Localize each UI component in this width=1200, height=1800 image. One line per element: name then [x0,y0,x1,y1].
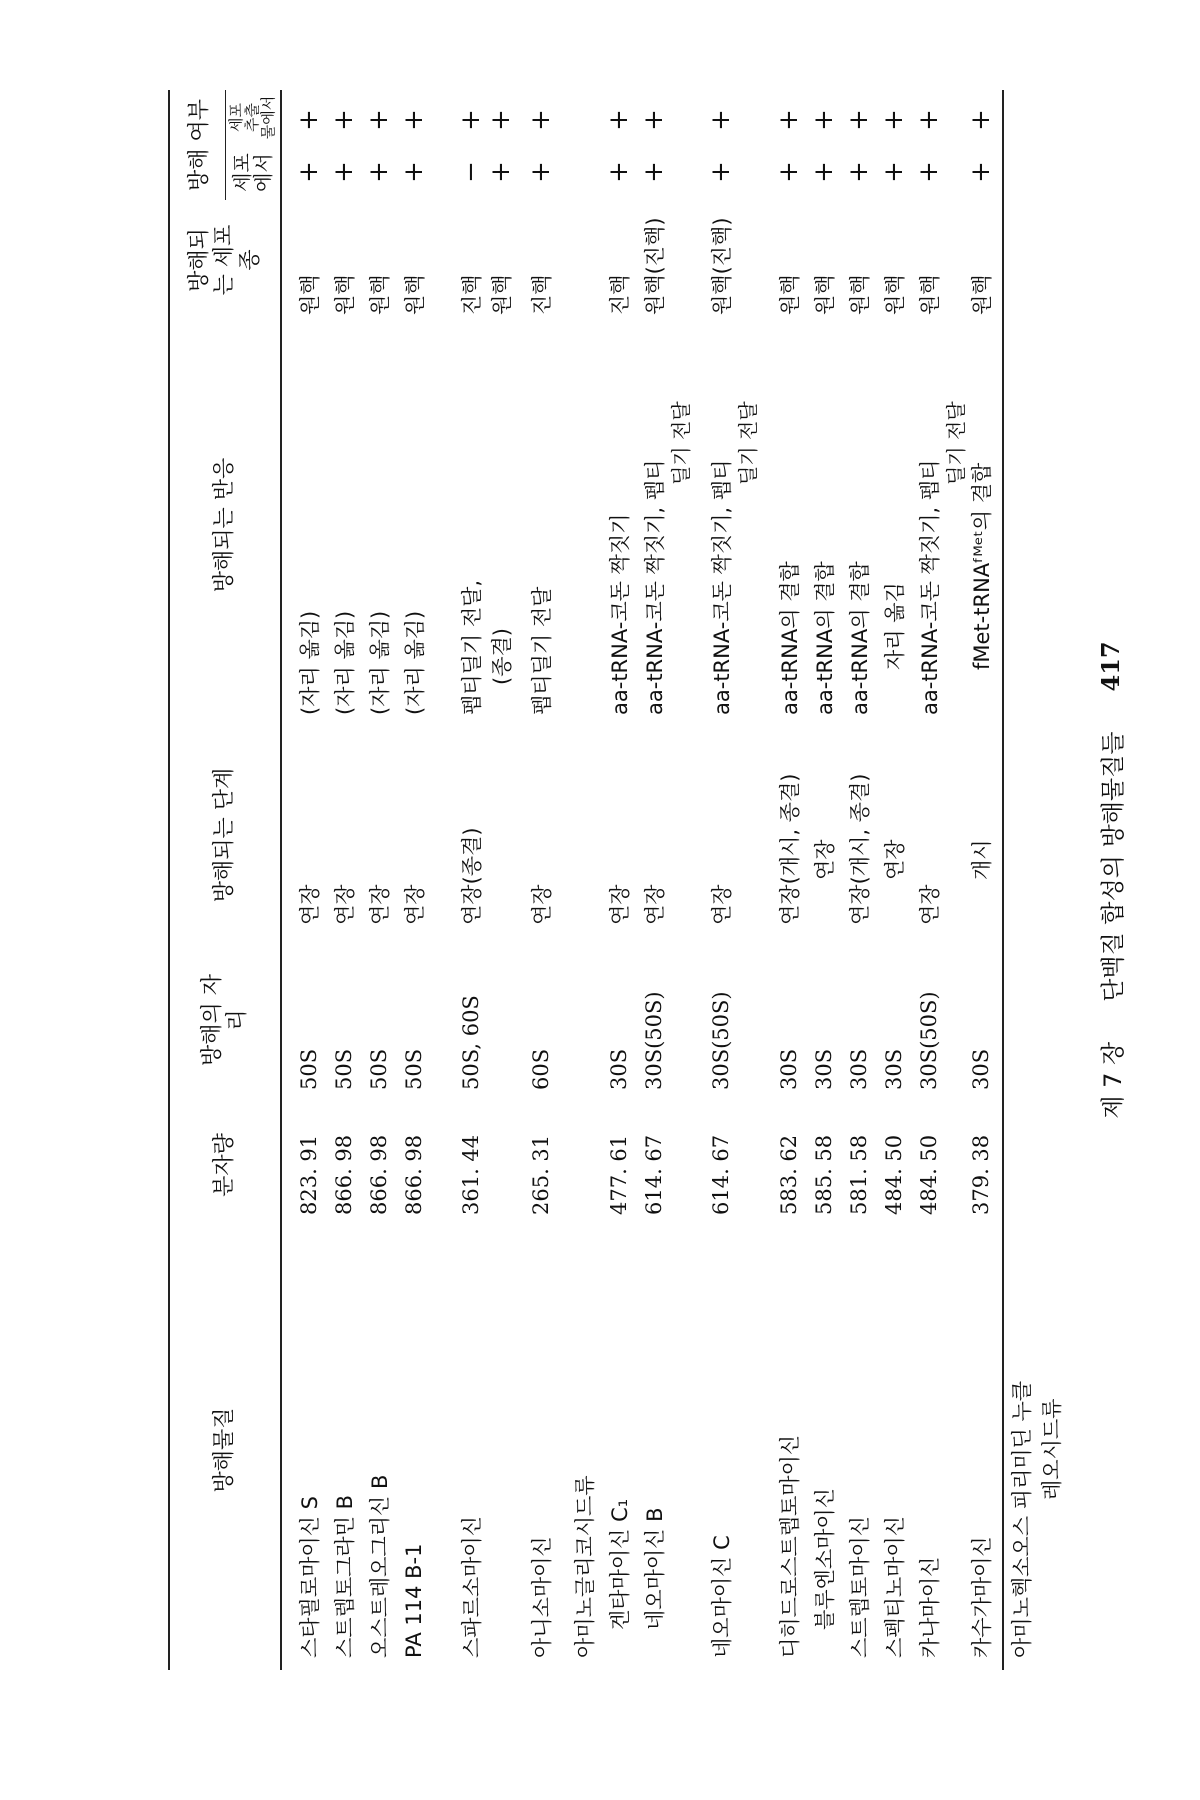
row-subunit: 50S [297,1048,321,1090]
row-in-cell: + [329,161,359,183]
table-header [170,90,282,1670]
row-in-extract: + [914,109,944,131]
row-stage: 연장(개시, 종결) [778,773,802,925]
row-stage: 연장 [918,884,942,925]
row-name: 네오마이신 B [643,1507,667,1630]
row-in-cell-cont: + [486,161,516,183]
row-subunit: 30S [847,1048,871,1090]
row-reaction-cont: 딜기 전달 [943,401,968,485]
row-subunit: 60S [529,1048,553,1090]
header-reaction: 방해되는 반응 [212,457,238,593]
row-name: 네오마이신 C [710,1535,734,1658]
row-name: 스타필로마이신 S [298,1495,322,1658]
row-subunit: 30S(50S) [709,991,733,1090]
row-subunit: 30S(50S) [642,991,666,1090]
row-mw: 379. 38 [969,1134,993,1215]
row-in-extract: + [456,109,486,131]
row-name: 스파르소마이신 [460,1515,484,1658]
row-reaction: aa-tRNA의 결합 [778,561,802,715]
header-in-extract: 세포 추출 물에서 [227,95,277,140]
row-name: 카수가마이신 [970,1536,994,1658]
row-cell-type: 원핵(진핵) [710,217,734,315]
row-subunit: 30S [969,1048,993,1090]
row-name: 스트렙토그라민 B [333,1494,357,1658]
row-stage: 연장 [883,839,907,880]
row-subunit: 50S [402,1048,426,1090]
table-row [965,90,997,1670]
table-row [638,90,670,1670]
header-subunit: 방해의 자 리 [199,974,250,1067]
row-cell-type: 원핵 [918,274,942,315]
row-mw: 484. 50 [917,1134,941,1215]
header-divider [225,90,226,200]
row-subunit: 30S [607,1048,631,1090]
row-in-extract: + [706,109,736,131]
header-molecular-weight: 분자량 [212,1133,238,1197]
header-cell-type: 방해되는 세포종 [187,224,263,296]
row-cell-type: 원핵 [813,274,837,315]
row-mw: 581. 58 [847,1134,871,1215]
row-in-cell: + [809,161,839,183]
row-subunit: 30S [882,1048,906,1090]
row-stage: 연장 [608,884,632,925]
row-in-extract: + [844,109,874,131]
row-reaction: aa-tRNA-코돈 짝짓기, 펩티 [710,459,734,715]
row-reaction: fMet-tRNAᶠᴹᵉᵗ의 결합 [970,462,994,670]
row-in-cell: + [526,161,556,183]
row-stage: 연장 [530,884,554,925]
row-mw: 361. 44 [459,1134,483,1215]
row-reaction: (자리 옮김) [368,610,392,715]
row-name: 오스트레오그리신 B [368,1474,392,1658]
group-name: 아미노헥소오스 피리미딘 누클 [1010,1380,1034,1658]
table-row [603,90,635,1670]
row-in-extract: + [809,109,839,131]
row-stage: 연장(종결) [460,827,484,925]
table-row-continuation [485,90,517,1670]
row-name: 겐타마이신 C₁ [608,1498,632,1630]
antibiotic-table [168,90,1004,1670]
row-mw: 614. 67 [709,1134,733,1215]
row-name: PA 114 B-1 [402,1543,426,1658]
row-reaction: (자리 옮김) [298,610,322,715]
row-in-cell: + [879,161,909,183]
header-in-cell: 세포 에서 [230,153,275,192]
row-cell-type: 원핵 [848,274,872,315]
row-reaction: (자리 옮김) [333,610,357,715]
table-row [525,90,557,1670]
row-in-cell: + [844,161,874,183]
row-in-cell: + [294,161,324,183]
row-in-extract: + [774,109,804,131]
row-mw: 265. 31 [529,1134,553,1215]
row-in-cell: − [456,161,486,183]
row-cell-type: 진핵 [460,274,484,315]
row-in-extract: + [364,109,394,131]
row-in-cell: + [966,161,996,183]
row-reaction: aa-tRNA의 결합 [813,561,837,715]
row-stage: 개시 [970,839,994,880]
row-reaction: aa-tRNA-코돈 짝짓기 [608,513,632,715]
row-mw: 484. 50 [882,1134,906,1215]
row-mw: 614. 67 [642,1134,666,1215]
row-stage: 연장 [403,884,427,925]
row-in-extract: + [879,109,909,131]
row-subunit: 50S, 60S [459,995,483,1090]
row-reaction-cont: (종결) [490,628,514,685]
row-cell-type: 원핵 [298,274,322,315]
group-name: 아미노글리코시드류 [573,1475,597,1658]
row-mw: 823. 91 [297,1134,321,1215]
row-in-cell: + [364,161,394,183]
row-cell-type: 원핵(진핵) [643,217,667,315]
table-row [398,90,430,1670]
row-reaction: aa-tRNA-코돈 짝짓기, 펩티 [918,459,942,715]
row-in-cell: + [774,161,804,183]
row-cell-type: 원핵 [368,274,392,315]
row-stage: 연장 [333,884,357,925]
row-mw: 585. 58 [812,1134,836,1215]
table-row [878,90,910,1670]
row-in-extract: + [399,109,429,131]
row-reaction: aa-tRNA의 결합 [848,561,872,715]
row-reaction-cont: 딜기 전달 [735,401,760,485]
table-row [773,90,805,1670]
row-cell-type-cont: 원핵 [490,274,514,315]
header-inhibition: 방해 여부 [187,99,212,192]
row-in-cell: + [604,161,634,183]
row-reaction-cont: 딜기 전달 [668,401,693,485]
row-reaction: 펩티딜기 전달, [460,579,484,715]
row-name: 스펙티노마이신 [883,1515,907,1658]
row-reaction: aa-tRNA-코돈 짝짓기, 펩티 [643,459,667,715]
row-stage: 연장 [298,884,322,925]
row-stage: 연장 [368,884,392,925]
row-mw: 477. 61 [607,1134,631,1215]
row-in-cell: + [914,161,944,183]
row-in-extract: + [604,109,634,131]
row-in-extract-cont: + [486,109,516,131]
header-inhibitor: 방해물질 [212,1407,238,1493]
row-cell-type: 원핵 [403,274,427,315]
row-mw: 866. 98 [332,1134,356,1215]
row-stage: 연장 [710,884,734,925]
table-row [455,90,487,1670]
group-name-cont: 레오시드류 [1040,1398,1064,1500]
table-row [328,90,360,1670]
row-reaction: (자리 옮김) [403,610,427,715]
row-in-cell: + [399,161,429,183]
row-name: 블루엔소마이신 [813,1487,837,1630]
row-name: 아니소마이신 [530,1536,554,1658]
row-reaction: 자리 옮김 [883,582,907,670]
row-stage: 연장(개시, 종결) [848,773,872,925]
table-row [363,90,395,1670]
table-row [705,90,737,1670]
row-in-extract: + [966,109,996,131]
row-in-extract: + [329,109,359,131]
footer-chapter: 제 7 장 [1098,1041,1127,1119]
row-subunit: 30S [812,1048,836,1090]
page-number: 417 [1095,641,1125,692]
row-subunit: 50S [367,1048,391,1090]
table-row [913,90,945,1670]
row-subunit: 50S [332,1048,356,1090]
row-name: 디히드로스트렙토마이신 [778,1434,802,1658]
page-footer [1090,90,1130,1670]
row-mw: 583. 62 [777,1134,801,1215]
row-cell-type: 원핵 [333,274,357,315]
row-cell-type: 진핵 [608,274,632,315]
row-subunit: 30S [777,1048,801,1090]
row-stage: 연장 [643,884,667,925]
row-subunit: 30S(50S) [917,991,941,1090]
row-in-extract: + [526,109,556,131]
row-name: 스트렙토마이신 [848,1515,872,1658]
footer-title: 단백질 합성의 방해물질들 [1098,731,1127,1002]
table-row [843,90,875,1670]
row-mw: 866. 98 [402,1134,426,1215]
row-cell-type: 원핵 [883,274,907,315]
row-in-extract: + [639,109,669,131]
row-reaction: 펩티딜기 전달 [530,586,554,715]
row-stage: 연장 [813,839,837,880]
row-in-cell: + [706,161,736,183]
row-mw: 866. 98 [367,1134,391,1215]
row-in-extract: + [294,109,324,131]
header-stage: 방해되는 단계 [212,767,238,903]
row-in-cell: + [639,161,669,183]
row-cell-type: 진핵 [530,274,554,315]
table-row [293,90,325,1670]
row-name: 카나마이신 [918,1556,942,1658]
row-cell-type: 원핵 [778,274,802,315]
row-cell-type: 원핵 [970,274,994,315]
table-row [808,90,840,1670]
table-group-row [568,90,600,1670]
